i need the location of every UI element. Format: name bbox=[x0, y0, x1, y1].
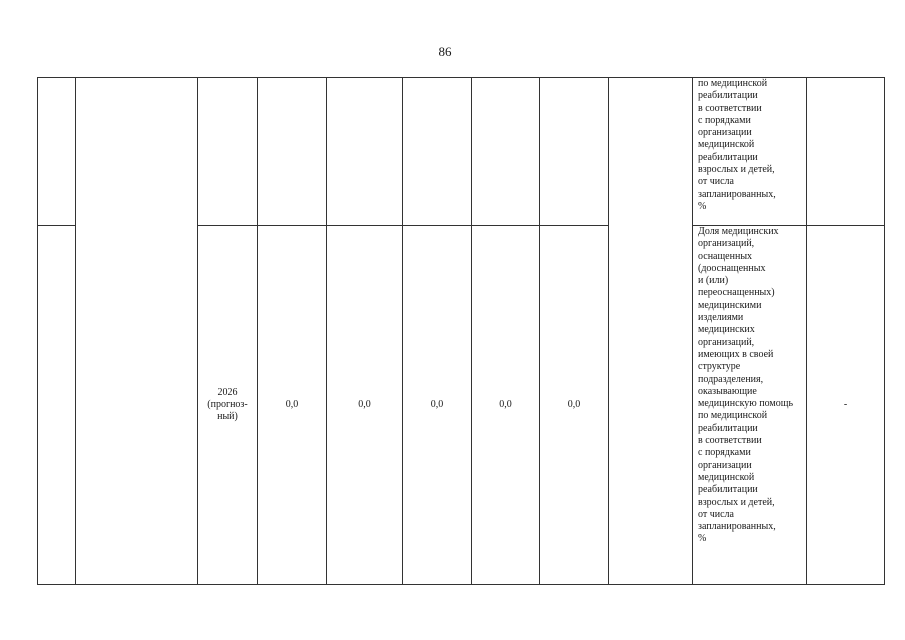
value-cell bbox=[327, 78, 403, 226]
year-cell bbox=[198, 78, 258, 226]
value-cell: 0,0 bbox=[540, 226, 609, 585]
year-cell bbox=[198, 226, 258, 585]
value-cell: 0,0 bbox=[327, 226, 403, 585]
value-cell bbox=[540, 78, 609, 226]
indicator-cell bbox=[693, 78, 807, 226]
indicator-cell bbox=[693, 226, 807, 585]
name-cell bbox=[76, 78, 198, 585]
responsible-cell bbox=[609, 78, 693, 585]
data-table bbox=[37, 77, 885, 585]
note-cell bbox=[807, 78, 885, 226]
note-cell: - bbox=[807, 226, 885, 585]
number-cell bbox=[38, 78, 76, 226]
value-cell bbox=[258, 78, 327, 226]
value-cell bbox=[403, 78, 472, 226]
value-cell: 0,0 bbox=[403, 226, 472, 585]
value-cell: 0,0 bbox=[472, 226, 540, 585]
indicator-text: по медицинской реабилитации в соответствии с порядками организации медицинской реабилитации взрослых и детей, от числа запланированных, % bbox=[698, 78, 776, 212]
table-row bbox=[38, 78, 885, 226]
year-text: 2026 (прогноз- ный) bbox=[207, 387, 248, 422]
number-cell bbox=[38, 226, 76, 585]
value-cell bbox=[472, 78, 540, 226]
value-cell: 0,0 bbox=[258, 226, 327, 585]
indicator-text: Доля медицинских организаций, оснащенных (дооснащенных и (или) переоснащенных) медицинскими изделиями медицинских организаций, имеющих в своей структуре подразделения, оказывающие медицинскую помощь по медицинской реабилитации в соответствии с порядками организации медицинской реабилитации взрослых и детей, от числа запланированных, % bbox=[698, 226, 794, 545]
page-number: 86 bbox=[438, 44, 452, 59]
